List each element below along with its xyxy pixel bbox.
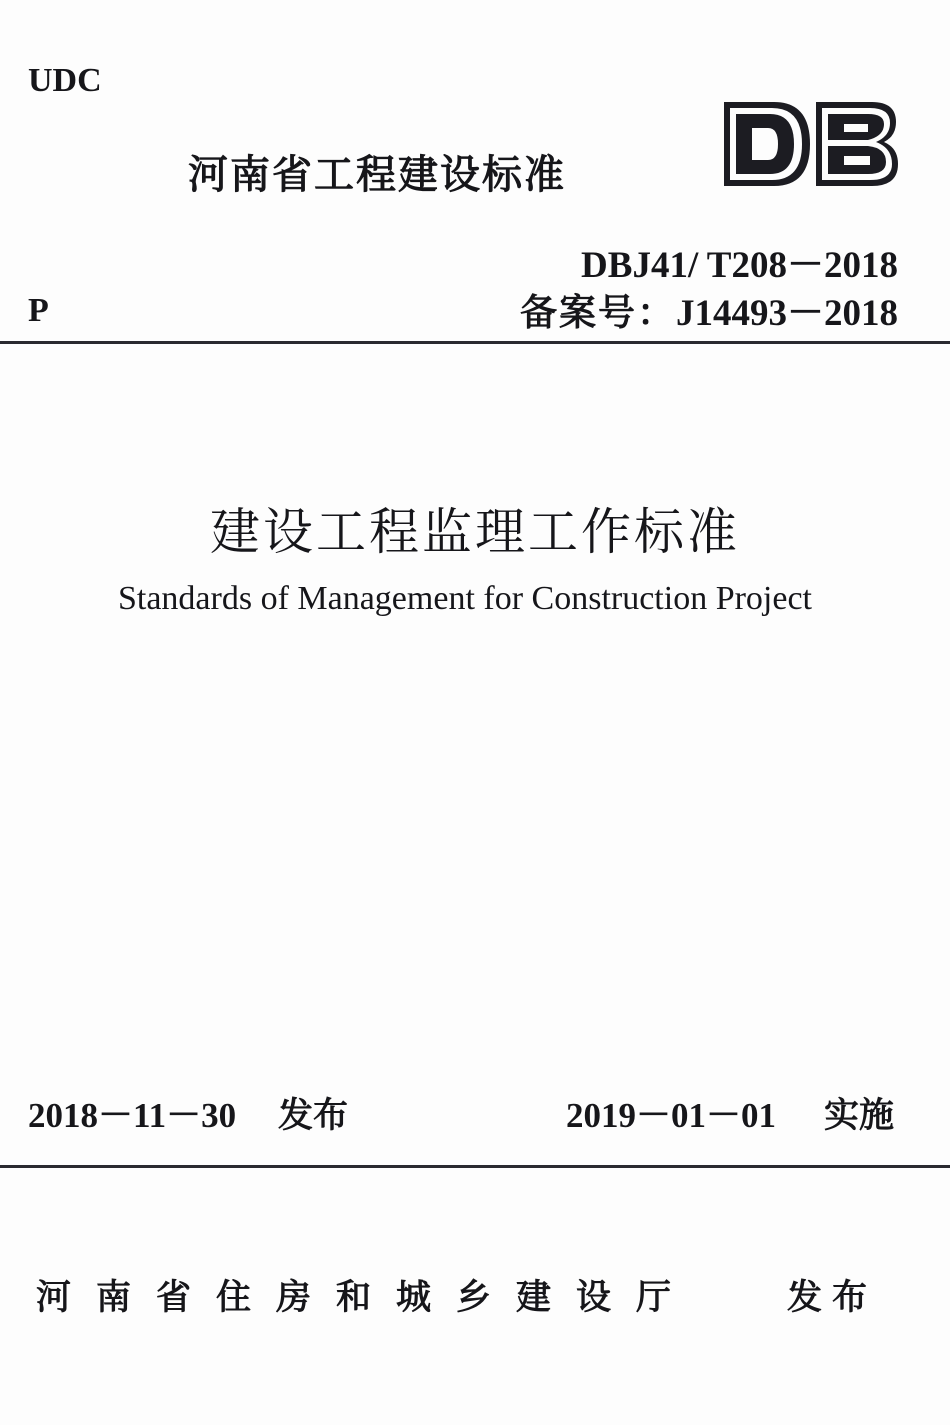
classification-code: P [28,292,49,329]
standard-number: DBJ41/ T208－2018 [581,245,898,286]
filing-number-line [520,282,898,336]
implementation-date: 2019－01－01 [566,1096,777,1135]
bottom-divider [0,1165,950,1168]
issuer-action: 发布 [787,1278,878,1318]
top-divider [0,341,950,344]
issue-date: 2018－11－30 [28,1096,237,1135]
series-title: 河南省工程建设标准 [188,152,566,198]
db-logo [722,98,900,190]
filing-label: 备案号： [520,291,676,334]
issuing-authority: 河南省住房和城乡建设厅 [36,1278,697,1318]
title-english: Standards of Management for Construction Project [117,580,812,617]
title-chinese: 建设工程监理工作标准 [210,504,740,560]
implementation-label: 实施 [824,1096,895,1136]
issue-label: 发布 [278,1096,349,1136]
filing-number: J14493－2018 [676,293,898,334]
udc-label: UDC [28,62,102,99]
